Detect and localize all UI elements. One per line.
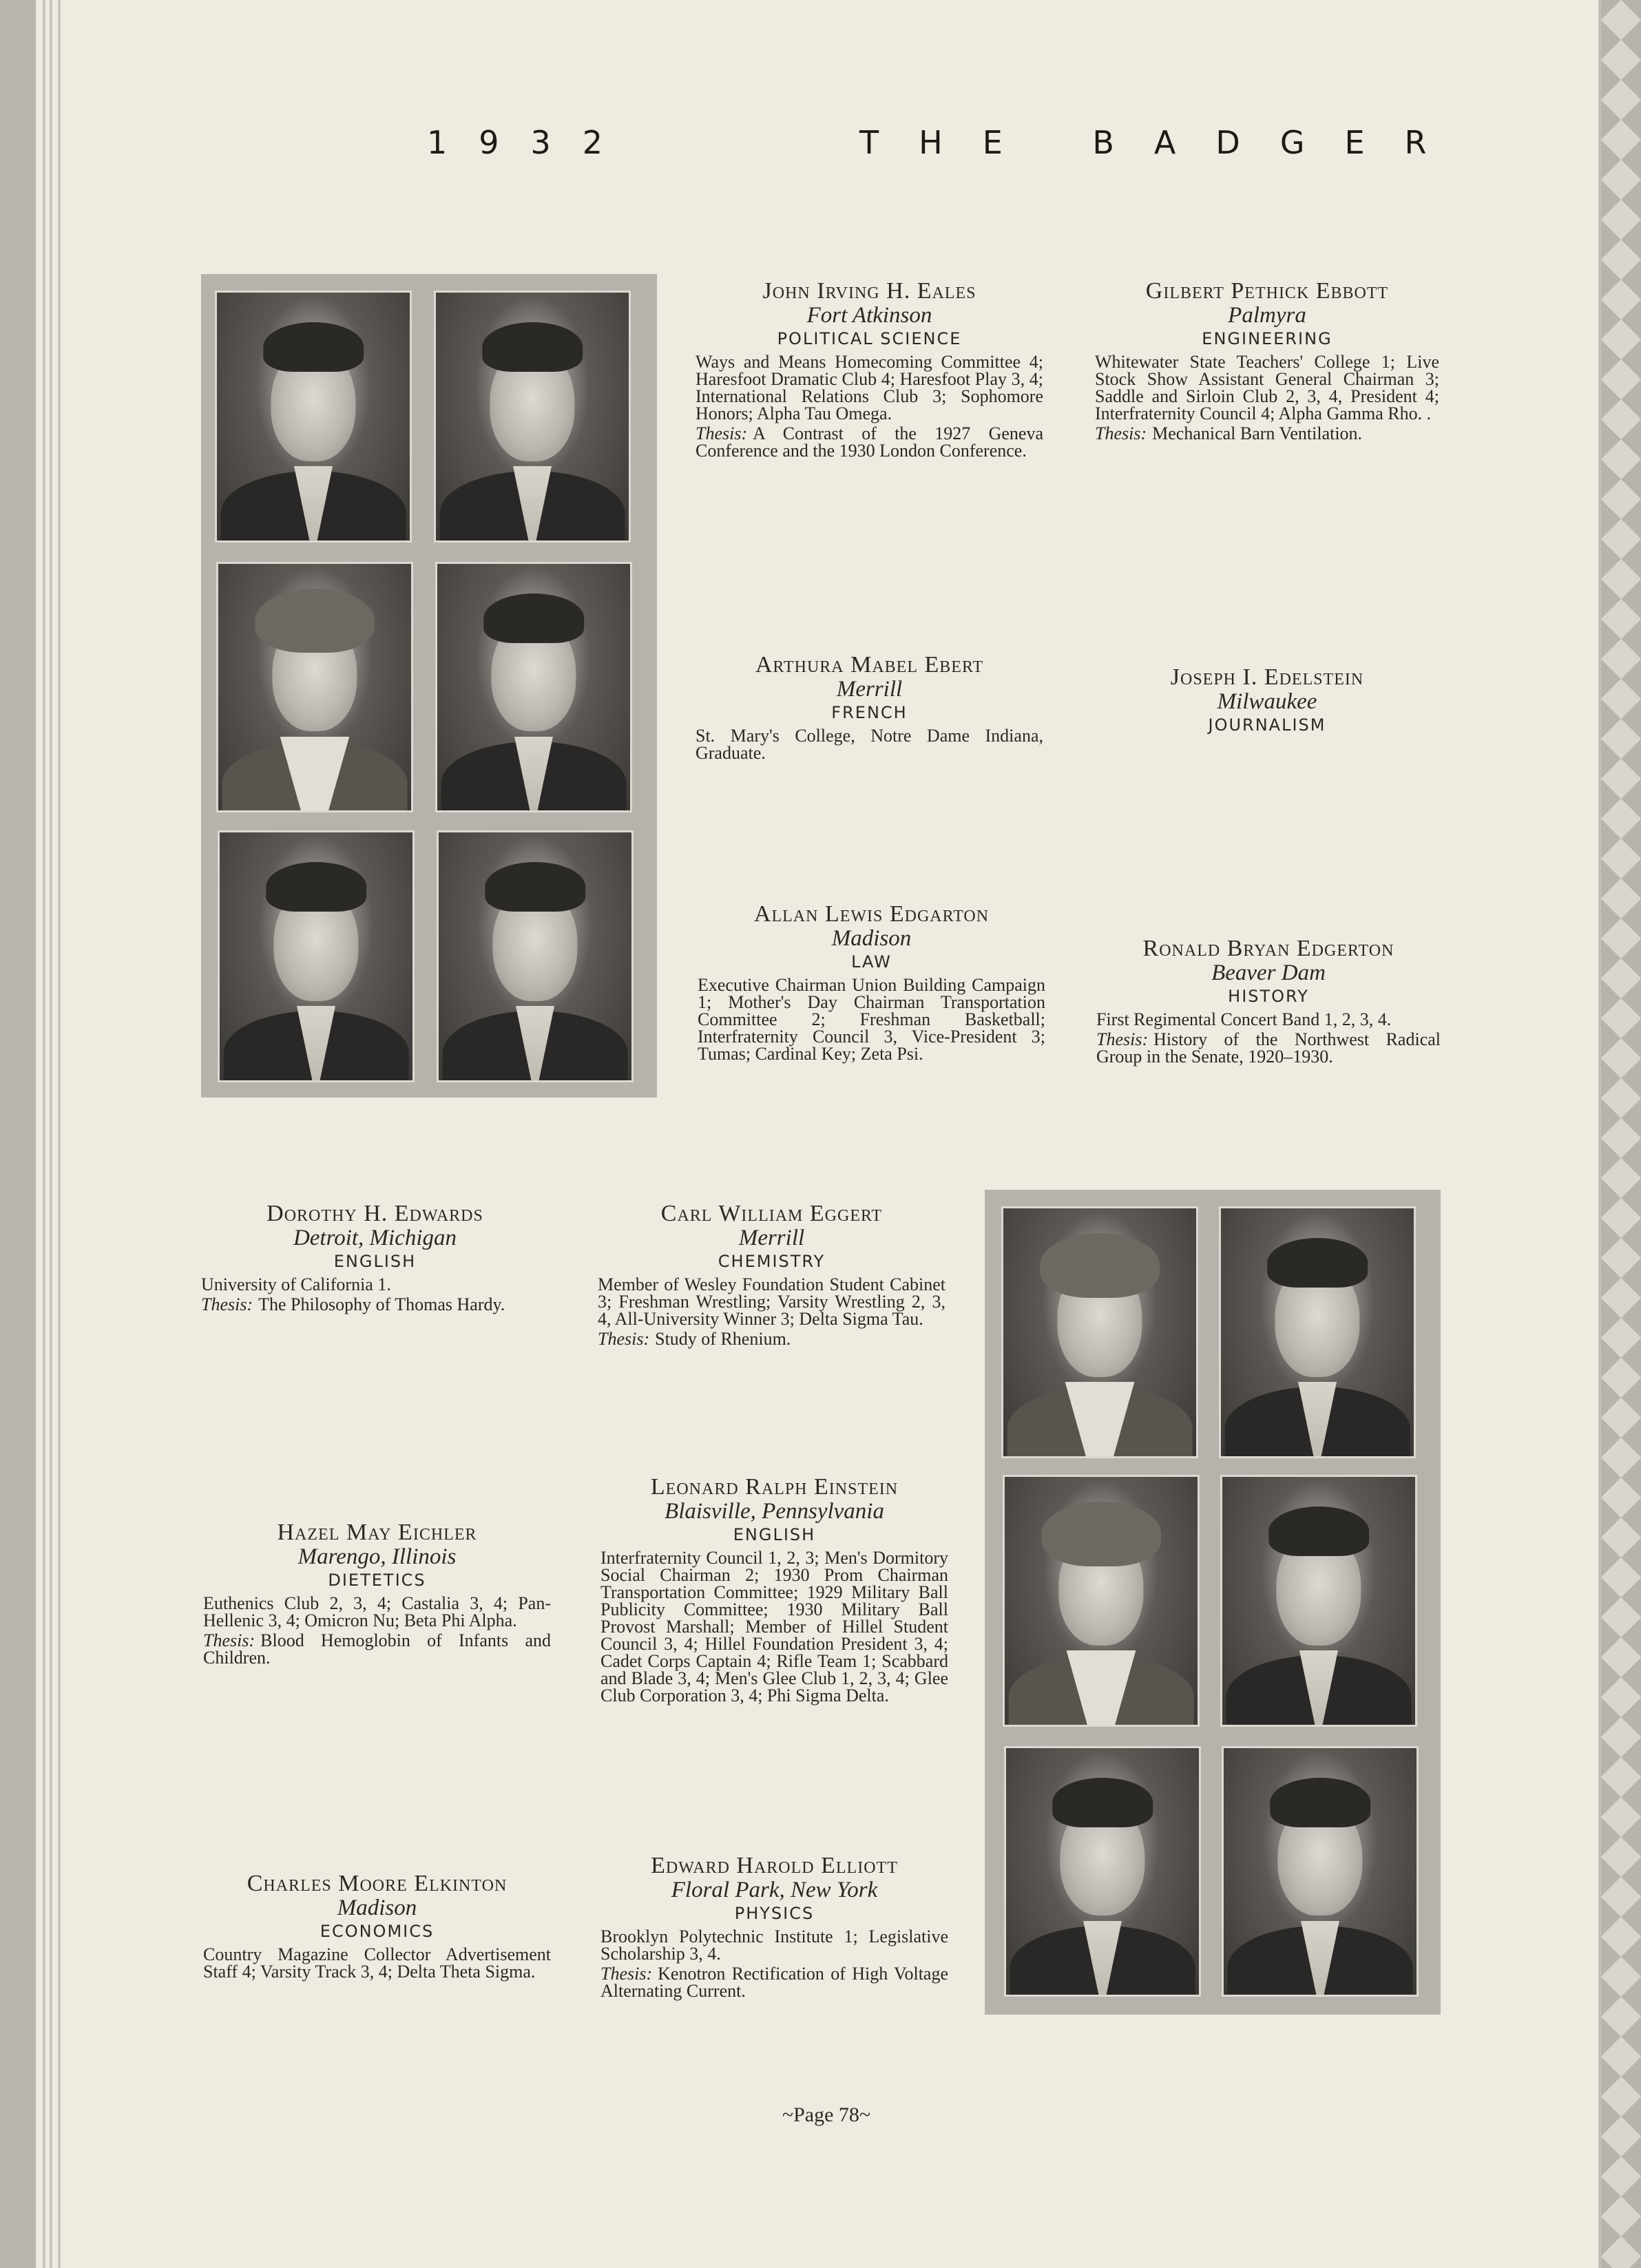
- thesis-label: Thesis:: [598, 1329, 650, 1349]
- student-name: Edward Harold Elliott: [651, 1853, 898, 1878]
- thesis-title: History of the Northwest Radical Group in the Senate, 1920–1930.: [1096, 1029, 1441, 1067]
- thesis-label: Thesis:: [201, 1294, 253, 1314]
- student-hometown: Blaisville, Pennsylvania: [665, 1499, 884, 1524]
- thesis-title: The Philosophy of Thomas Hardy.: [258, 1294, 505, 1314]
- student-thesis: [600, 1965, 948, 1999]
- student-major: CHEMISTRY: [718, 1252, 826, 1271]
- student-entry: [598, 1201, 945, 1347]
- student-name: John Irving H. Eales: [762, 278, 976, 304]
- portrait-photo: [218, 830, 415, 1082]
- student-hometown: Palmyra: [1228, 303, 1306, 328]
- thesis-title: Mechanical Barn Ventilation.: [1152, 423, 1363, 443]
- student-entry: [698, 902, 1045, 1062]
- student-major: ENGINEERING: [1202, 329, 1332, 348]
- student-entry: [696, 653, 1043, 762]
- student-name: Hazel May Eichler: [277, 1520, 477, 1545]
- portrait-photo: [1001, 1206, 1198, 1458]
- student-thesis: [203, 1632, 551, 1666]
- student-activities: Member of Wesley Foundation Student Cabinet 3; Freshman Wrestling; Varsity Wrestling 2, 3, 4, All-University Winner 3; Delta Sigma Tau.: [598, 1274, 945, 1329]
- student-entry: [1095, 279, 1439, 442]
- thesis-label: Thesis:: [203, 1630, 255, 1650]
- student-name: Gilbert Pethick Ebbott: [1145, 278, 1389, 304]
- student-entry: [600, 1475, 948, 1704]
- student-entry: [696, 279, 1043, 459]
- portrait-photo: [435, 562, 632, 812]
- student-major: ENGLISH: [733, 1525, 816, 1544]
- thesis-label: Thesis:: [1096, 1029, 1149, 1049]
- student-hometown: Detroit, Michigan: [293, 1226, 457, 1250]
- portrait-photo: [1220, 1475, 1417, 1727]
- student-entry: [600, 1854, 948, 1999]
- student-name: Arthura Mabel Ebert: [755, 652, 984, 678]
- student-hometown: Fort Atkinson: [806, 303, 932, 328]
- header-year: 1932: [427, 124, 635, 161]
- student-name: Leonard Ralph Einstein: [650, 1474, 899, 1500]
- student-hometown: Floral Park, New York: [671, 1878, 878, 1902]
- student-name: Dorothy H. Edwards: [266, 1201, 483, 1226]
- student-major: ENGLISH: [333, 1252, 417, 1271]
- student-major: DIETETICS: [328, 1571, 426, 1590]
- thesis-title: Study of Rhenium.: [655, 1329, 791, 1349]
- student-activities: Executive Chairman Union Building Campaign 1; Mother's Day Chairman Transportation Committee 2; Freshman Basketball; Interfraternity Council 3, Vice-President 3; Tumas; Cardinal Key; Zeta Psi.: [698, 975, 1045, 1064]
- student-activities: Interfraternity Council 1, 2, 3; Men's Dormitory Social Chairman 2; 1930 Prom Chairman Transportation Committee; 1929 Military Ball Publicity Committee; 1930 Military Ball Provost Marshall; Member of Hillel Student Council 3, 4; Hillel Foundation President 3, 4; Cadet Corps Captain 4; Rifle Team 1; Scabbard and Blade 3, 4; Men's Glee Club 1, 2, 3, 4; Glee Club Corporation 3, 4; Phi Sigma Delta.: [600, 1548, 948, 1705]
- right-decorative-border: [1601, 0, 1641, 2268]
- photo-panel-bottom: [985, 1190, 1441, 2015]
- student-entry: [203, 1520, 551, 1666]
- student-entry: [203, 1871, 551, 1980]
- student-activities: University of California 1.: [201, 1274, 391, 1294]
- portrait-photo: [215, 291, 412, 543]
- portrait-photo: [216, 562, 413, 812]
- student-activities: Country Magazine Collector Advertisement Staff 4; Varsity Track 3, 4; Delta Theta Sigma.: [203, 1944, 551, 1982]
- portrait-photo: [1219, 1206, 1416, 1458]
- thesis-label: Thesis:: [1095, 423, 1147, 443]
- student-entry: [201, 1201, 549, 1313]
- student-major: PHYSICS: [734, 1904, 815, 1923]
- student-name: Allan Lewis Edgarton: [753, 901, 990, 927]
- student-name: Carl William Eggert: [660, 1201, 883, 1226]
- student-hometown: Madison: [831, 926, 912, 951]
- student-entry: [1096, 936, 1441, 1065]
- student-major: LAW: [851, 952, 892, 972]
- student-hometown: Milwaukee: [1217, 689, 1317, 714]
- thesis-label: Thesis:: [600, 1964, 653, 1984]
- thesis-title: Kenotron Rectification of High Voltage Alternating Current.: [600, 1964, 948, 2001]
- student-thesis: [201, 1296, 549, 1313]
- photo-panel-top: [201, 274, 657, 1098]
- thesis-label: Thesis:: [696, 423, 748, 443]
- portrait-photo: [1004, 1746, 1201, 1997]
- student-thesis: [598, 1330, 945, 1347]
- portrait-photo: [1222, 1746, 1419, 1997]
- student-activities: Euthenics Club 2, 3, 4; Castalia 3, 4; Pan-Hellenic 3, 4; Omicron Nu; Beta Phi Alpha.: [203, 1593, 551, 1630]
- student-activities: Ways and Means Homecoming Committee 4; Haresfoot Dramatic Club 4; Haresfoot Play 3, 4; International Relations Club 3; Sophomore Honors; Alpha Tau Omega.: [696, 352, 1043, 423]
- thesis-title: Blood Hemoglobin of Infants and Children.: [203, 1630, 551, 1668]
- student-activities: Whitewater State Teachers' College 1; Live Stock Show Assistant General Chairman 3; Saddle and Sirloin Club 2, 3, 4, President 4; Interfraternity Council 4; Alpha Gamma Rho. .: [1095, 352, 1439, 423]
- student-name: Ronald Bryan Edgerton: [1142, 936, 1394, 961]
- student-major: FRENCH: [831, 703, 908, 722]
- student-hometown: Marengo, Illinois: [297, 1544, 457, 1569]
- student-major: JOURNALISM: [1208, 715, 1326, 735]
- student-activities: Brooklyn Polytechnic Institute 1; Legislative Scholarship 3, 4.: [600, 1926, 948, 1964]
- student-major: POLITICAL SCIENCE: [777, 329, 962, 348]
- thesis-title: A Contrast of the 1927 Geneva Conference and the 1930 London Conference.: [696, 423, 1043, 461]
- student-name: Charles Moore Elkinton: [247, 1871, 508, 1896]
- page-header: [427, 124, 1529, 172]
- student-activities: St. Mary's College, Notre Dame Indiana, Graduate.: [696, 726, 1043, 763]
- student-activities: First Regimental Concert Band 1, 2, 3, 4.: [1096, 1009, 1392, 1029]
- student-hometown: Beaver Dam: [1211, 960, 1326, 985]
- student-hometown: Merrill: [836, 677, 903, 702]
- student-thesis: [1095, 425, 1439, 442]
- left-page-rule: [0, 0, 76, 2268]
- student-hometown: Merrill: [738, 1226, 805, 1250]
- student-major: ECONOMICS: [320, 1922, 435, 1941]
- student-name: Joseph I. Edelstein: [1170, 664, 1364, 690]
- student-entry: [1095, 665, 1439, 737]
- student-hometown: Madison: [337, 1896, 417, 1920]
- header-title: THE BADGER: [859, 124, 1467, 161]
- student-thesis: [1096, 1031, 1441, 1065]
- student-major: HISTORY: [1228, 987, 1309, 1006]
- student-thesis: [696, 425, 1043, 459]
- portrait-photo: [434, 291, 631, 543]
- portrait-photo: [437, 830, 634, 1082]
- page-number: ~Page 78~: [782, 2103, 871, 2126]
- portrait-photo: [1003, 1475, 1200, 1727]
